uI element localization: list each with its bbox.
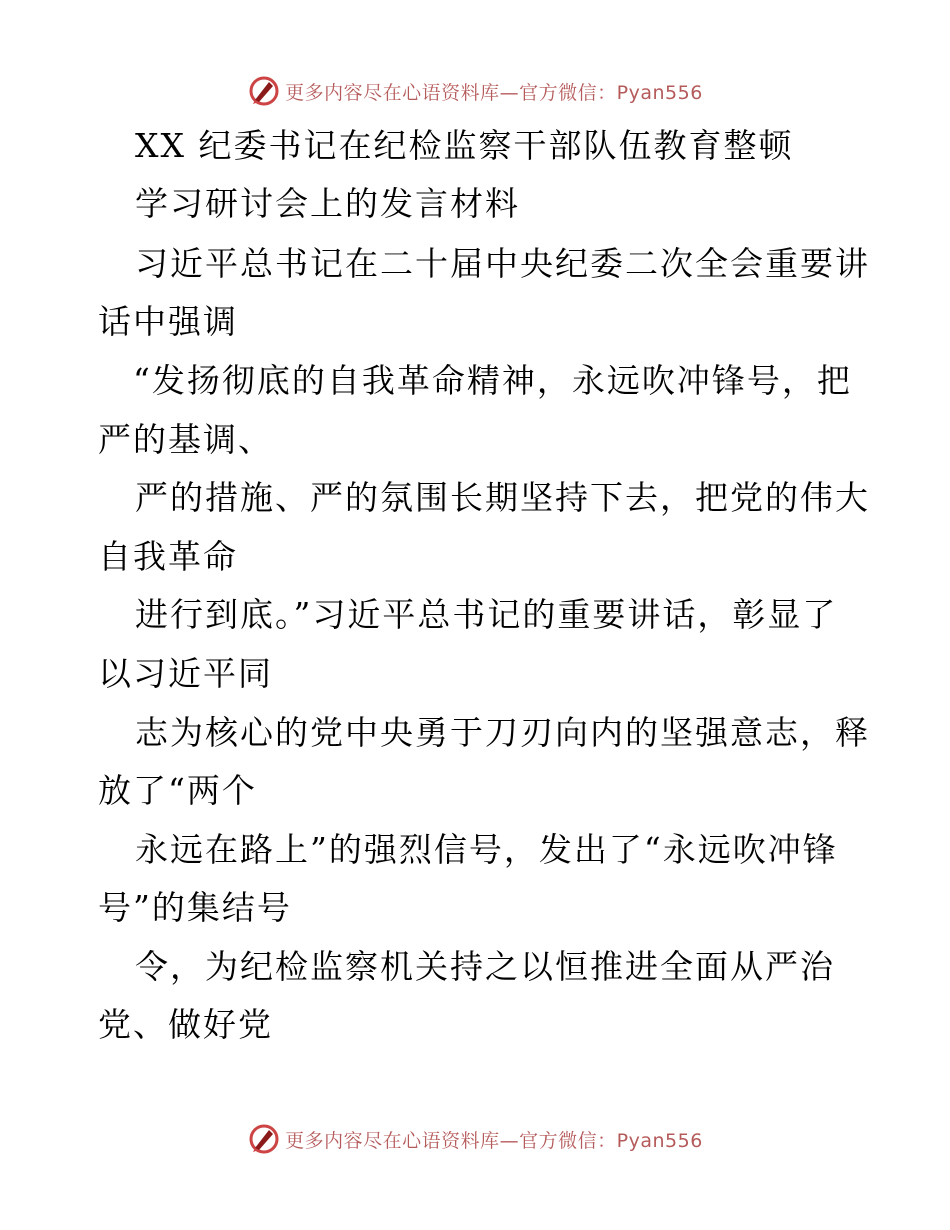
paragraph-line: 进行到底。”习近平总书记的重要讲话，彰显了: [135, 595, 838, 634]
footer-watermark: [0, 1122, 950, 1156]
paragraph-line: 党、做好党: [98, 1005, 273, 1044]
watermark-text: 更多内容尽在心语资料库—官方微信：Pyan556: [285, 81, 703, 104]
paragraph-line: 令，为纪检监察机关持之以恒推进全面从严治: [135, 947, 835, 986]
paragraph-line: 号”的集结号: [98, 888, 292, 927]
paragraph-line: 自我革命: [98, 537, 238, 576]
paragraph-line: 放了“两个: [98, 771, 257, 810]
paragraph-line: 志为核心的党中央勇于刀刃向内的坚强意志，释: [135, 713, 870, 752]
watermark-text: 更多内容尽在心语资料库—官方微信：Pyan556: [285, 1129, 703, 1152]
paragraph-line: 严的基调、: [98, 420, 273, 459]
paragraph-line: “发扬彻底的自我革命精神，永远吹冲锋号，把: [133, 361, 852, 400]
paragraph-line: 话中强调: [98, 302, 238, 341]
doc-title-line-2: 学习研讨会上的发言材料: [135, 184, 520, 223]
header-watermark: [0, 74, 950, 108]
paragraph-line: 以习近平同: [98, 654, 273, 693]
pen-logo-icon: [247, 1122, 281, 1156]
doc-title-line-1: XX 纪委书记在纪检监察干部队伍教育整顿: [135, 126, 794, 165]
pen-logo-icon: [247, 74, 281, 108]
paragraph-line: 永远在路上”的强烈信号，发出了“永远吹冲锋: [135, 830, 838, 869]
paragraph-line: 严的措施、严的氛围长期坚持下去，把党的伟大: [135, 478, 870, 517]
paragraph-line: 习近平总书记在二十届中央纪委二次全会重要讲: [135, 244, 870, 283]
